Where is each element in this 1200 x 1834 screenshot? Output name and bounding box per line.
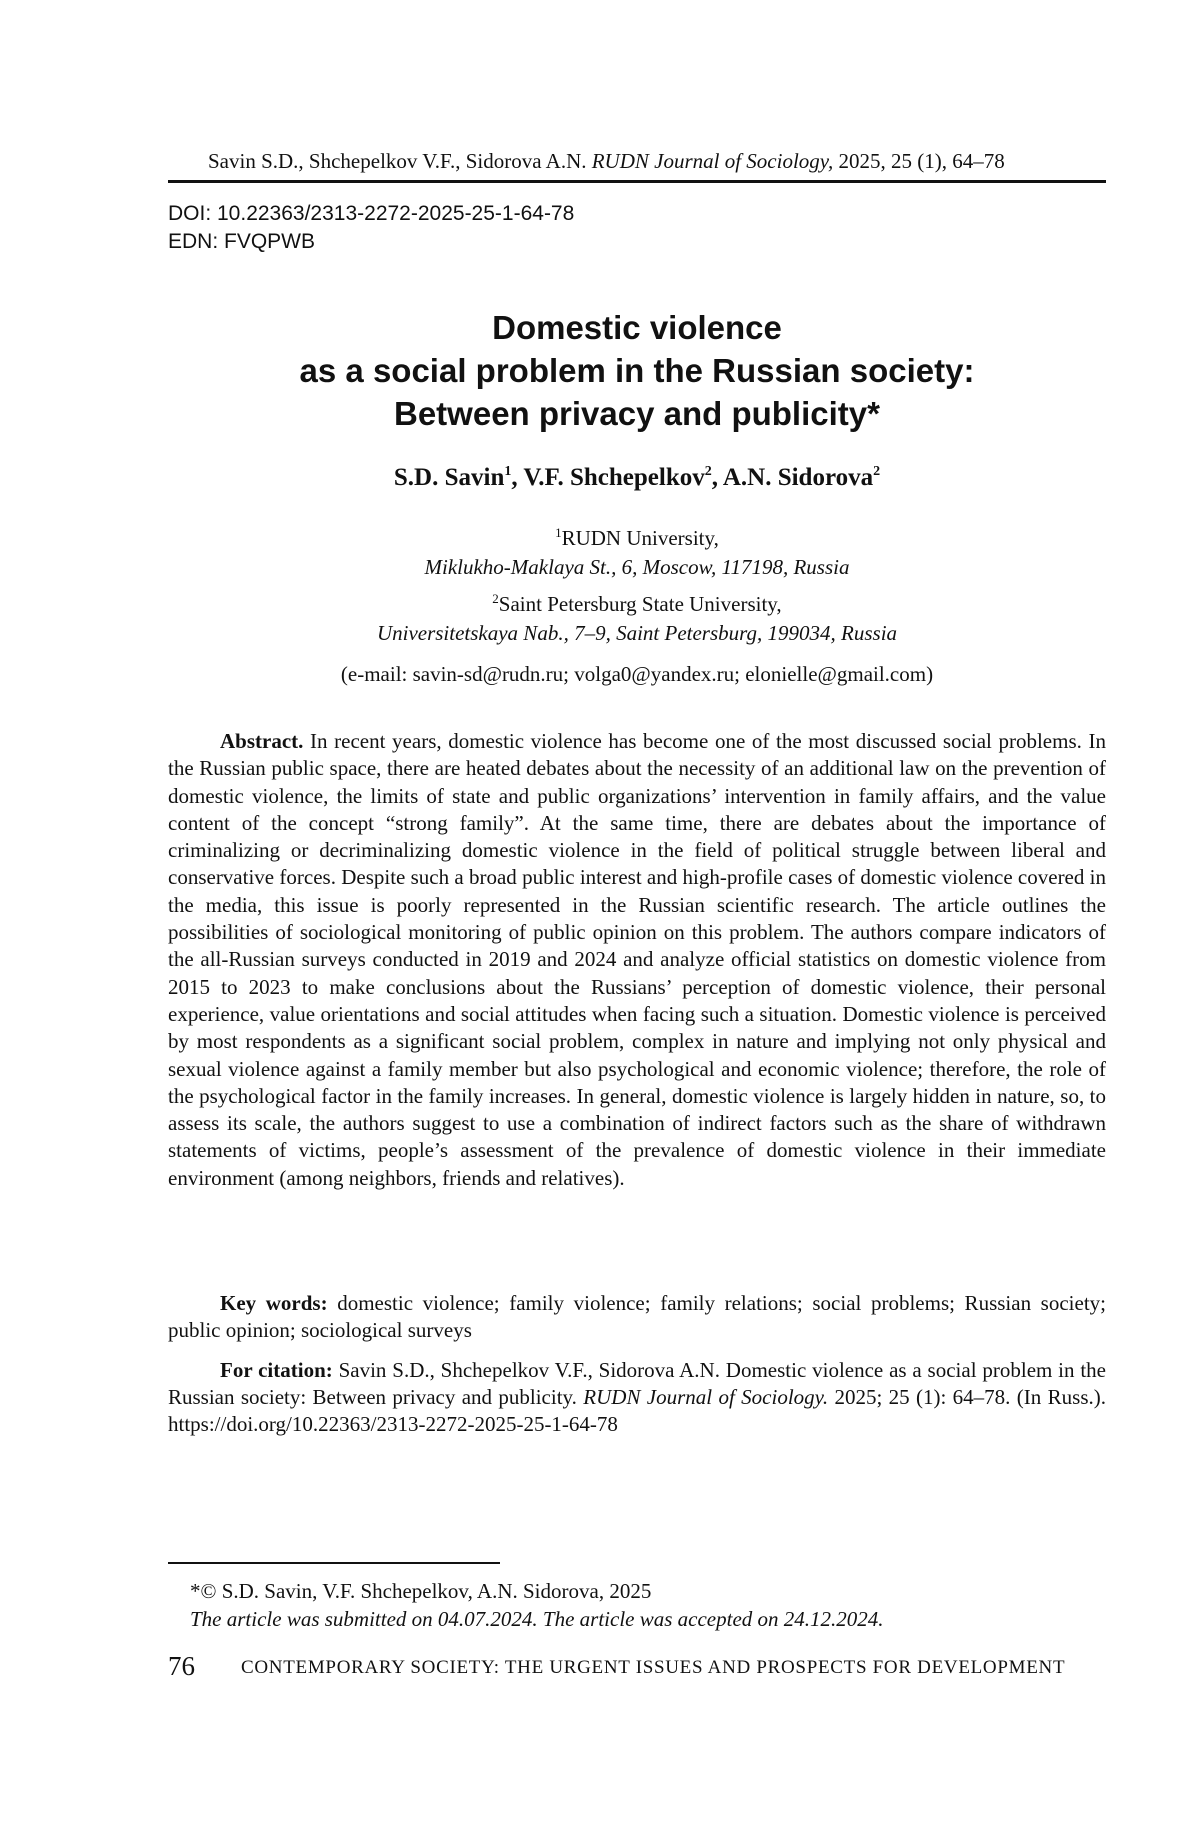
abstract	[168, 728, 1106, 1192]
citation-journal: RUDN Journal of Sociology.	[583, 1385, 828, 1409]
keywords-label: Key words:	[220, 1291, 328, 1315]
abstract-text: In recent years, domestic violence has become one of the most discussed social problems. In the Russian public space, there are heated debates about the necessity of an additional law on the prevention of domestic violence, the limits of state and public organizations’ intervention in family affairs, and the value content of the concept “strong family”. At the same time, there are debates about the importance of criminalizing or decriminalizing domestic violence in the field of political struggle between liberal and conservative forces. Despite such a broad public interest and high-profile cases of domestic violence covered in the media, this issue is poorly represented in the Russian scientific research. The article outlines the possibilities of sociological monitoring of public opinion on this problem. The authors compare indicators of the all-Russian surveys conducted in 2019 and 2024 and analyze official statistics on domestic violence from 2015 to 2023 to make conclusions about the Russians’ perception of domestic violence, their personal experience, value orientations and social attitudes when facing such a situation. Domestic violence is perceived by most respondents as a significant social problem, complex in nature and implying not only physical and sexual violence against a family member but also psychological and economic violence; therefore, the role of the psychological factor in the family increases. In general, domestic violence is largely hidden in nature, so, to assess its scale, the authors suggest to use a combination of indirect factors such as the share of withdrawn statements of victims, people’s assessment of the prevalence of domestic violence in their immediate environment (among neighbors, friends and relatives).	[168, 729, 1106, 1190]
citation-details: 2025; 25 (1): 64–78. (In Russ.). https://doi.org/10.22363/2313-2272-2025-25-1-64-78	[168, 1385, 1106, 1436]
citation-label: For citation:	[220, 1358, 333, 1382]
keywords	[168, 1290, 1106, 1344]
edn: EDN: FVQPWB	[168, 228, 315, 255]
header-rule	[168, 180, 1106, 183]
article-title	[168, 306, 1106, 435]
affiliation-2	[168, 590, 1106, 648]
affiliation-address: Miklukho-Maklaya St., 6, Moscow, 117198, Russia	[425, 555, 850, 579]
title-line: Domestic violence	[168, 306, 1106, 349]
footnote-copyright: *© S.D. Savin, V.F. Shchepelkov, A.N. Sidorova, 2025	[190, 1578, 651, 1605]
author-affil-mark: 2	[705, 464, 712, 479]
author-name: , V.F. Shchepelkov	[511, 464, 704, 491]
title-line: as a social problem in the Russian society:	[168, 349, 1106, 392]
affiliation-mark: 2	[492, 591, 499, 606]
citation-text: Savin S.D., Shchepelkov V.F., Sidorova A.N. Domestic violence as a social problem in the Russian society: Between privacy and publicity.	[168, 1358, 1106, 1409]
footnote-dates: The article was submitted on 04.07.2024. The article was accepted on 24.12.2024.	[190, 1606, 884, 1633]
author-emails: (e-mail: savin-sd@rudn.ru; volga0@yandex.ru; elonielle@gmail.com)	[168, 660, 1106, 689]
affiliation-mark: 1	[555, 525, 562, 540]
affiliation-address: Universitetskaya Nab., 7–9, Saint Petersburg, 199034, Russia	[377, 621, 897, 645]
author-affil-mark: 2	[873, 464, 880, 479]
running-header	[208, 148, 1005, 174]
citation	[168, 1357, 1106, 1438]
author-name: , A.N. Sidorova	[712, 464, 873, 491]
header-issue: 2025, 25 (1), 64–78	[838, 149, 1004, 173]
affiliation-name: Saint Petersburg State University,	[499, 592, 782, 616]
header-authors: Savin S.D., Shchepelkov V.F., Sidorova A.N.	[208, 149, 586, 173]
affiliation-name: RUDN University,	[562, 526, 719, 550]
author-list	[168, 462, 1106, 494]
affiliation-1	[168, 524, 1106, 582]
footnote-rule	[168, 1562, 500, 1564]
abstract-label: Abstract.	[220, 729, 303, 753]
author-affil-mark: 1	[504, 464, 511, 479]
title-line: Between privacy and publicity*	[168, 392, 1106, 435]
footer-series-title: CONTEMPORARY SOCIETY: THE URGENT ISSUES AND PROSPECTS FOR DEVELOPMENT	[241, 1655, 1065, 1681]
keywords-text: domestic violence; family violence; family relations; social problems; Russian society; public opinion; sociological surveys	[168, 1291, 1106, 1342]
author-name: S.D. Savin	[394, 464, 504, 491]
header-journal: RUDN Journal of Sociology,	[592, 149, 833, 173]
page-number: 76	[168, 1650, 195, 1682]
doi: DOI: 10.22363/2313-2272-2025-25-1-64-78	[168, 200, 574, 227]
